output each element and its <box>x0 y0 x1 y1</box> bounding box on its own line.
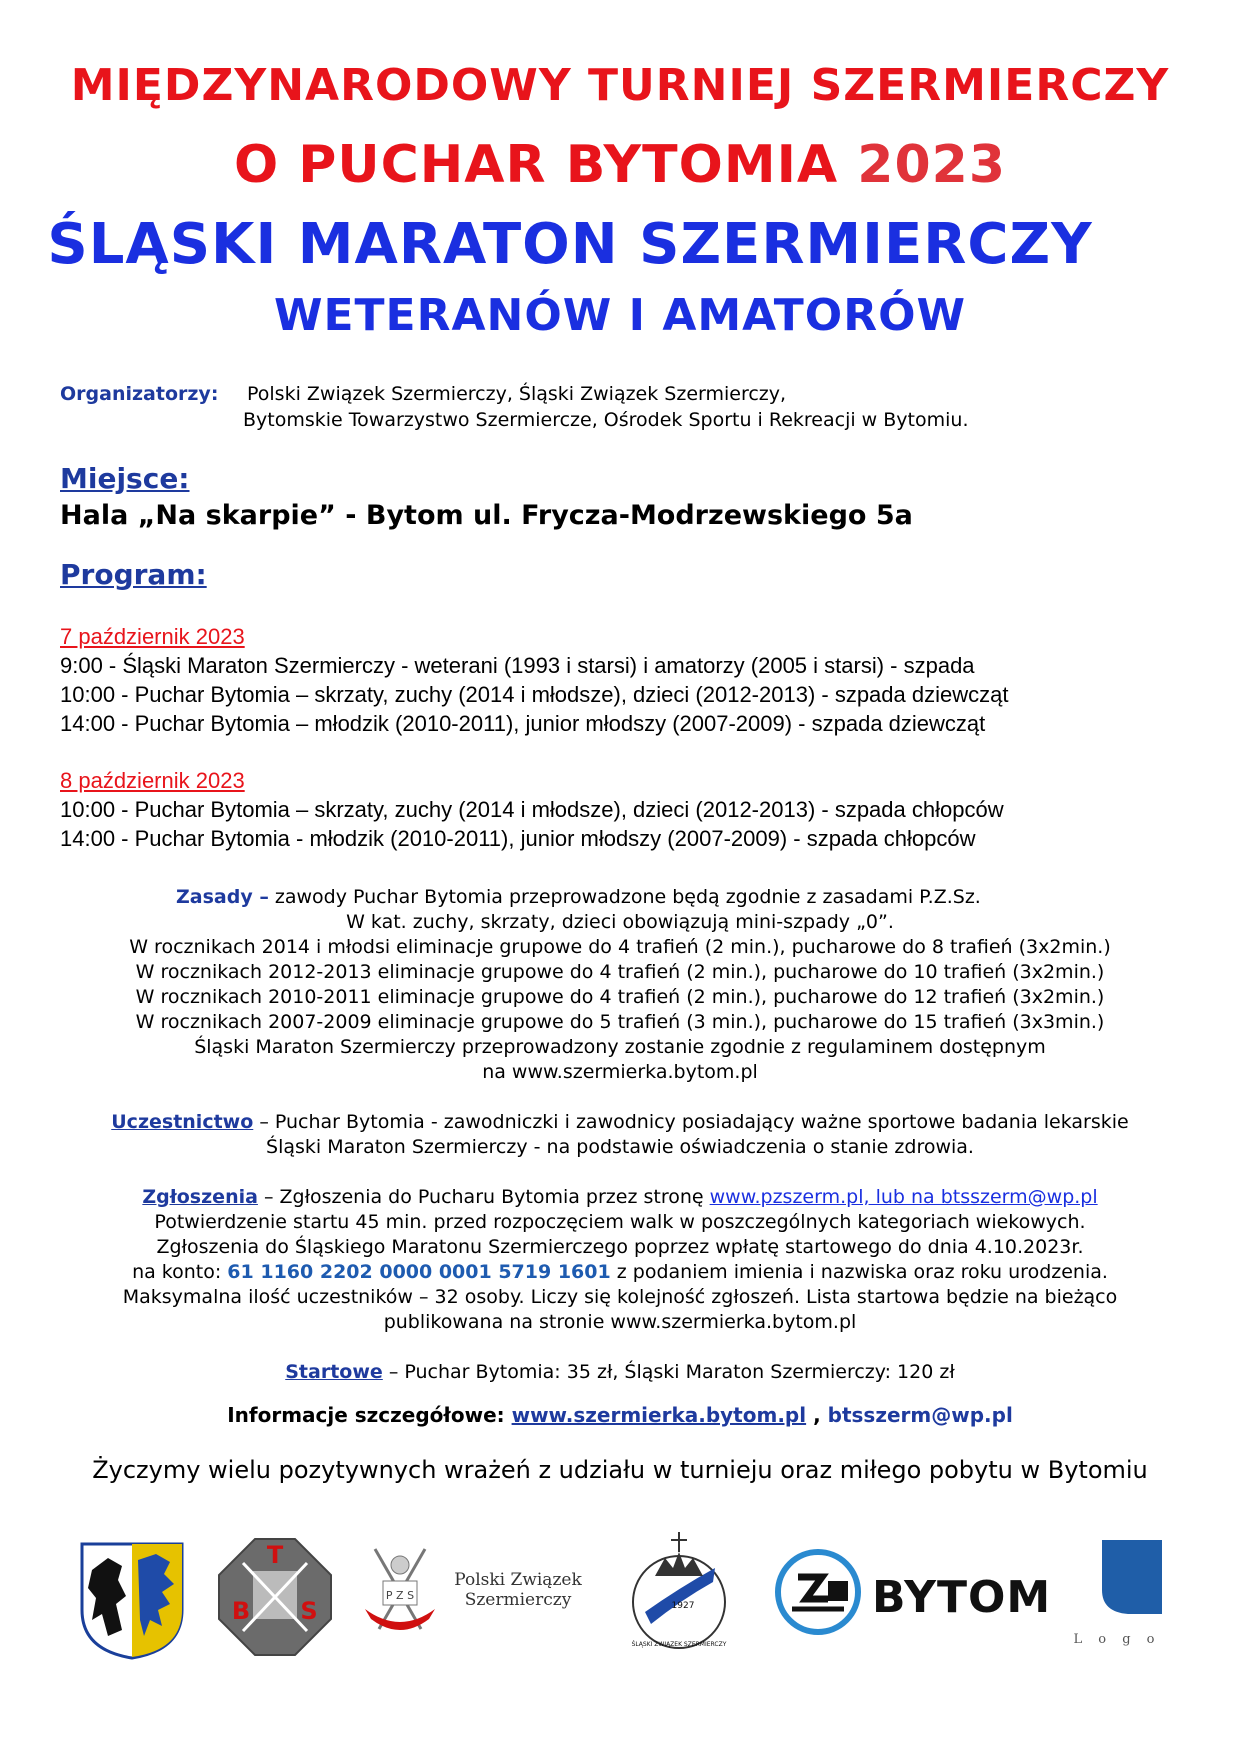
bank-account-number: 61 1160 2202 0000 0001 5719 1601 <box>227 1261 611 1283</box>
closing-wishes: Życzymy wielu pozytywnych wrażeń z udziału w turnieju oraz miłego pobytu w Bytomiu <box>92 1456 1148 1484</box>
info-label: Informacje szczegółowe: <box>227 1403 512 1427</box>
rules-label: Zasady – <box>176 886 269 908</box>
title-year: 2023 <box>857 135 1007 195</box>
program-heading-text: Program <box>60 558 196 591</box>
pzs-text-line-1: Polski Związek <box>454 1570 582 1590</box>
title-line-2-text: O PUCHAR BYTOMIA <box>233 135 839 195</box>
registration-line-3: Zgłoszenia do Śląskiego Maratonu Szermierczego poprzez wpłatę startowego do dnia 4.10.2023r. <box>156 1236 1084 1258</box>
bts-letter-s: S <box>300 1597 318 1625</box>
registration-text: – Zgłoszenia do Pucharu Bytomia przez stronę <box>257 1186 710 1208</box>
participation-text: – Puchar Bytomia - zawodniczki i zawodnicy posiadający ważne sportowe badania lekarskie <box>253 1111 1129 1133</box>
info-separator: , <box>806 1403 828 1427</box>
program-heading-colon: : <box>195 558 207 591</box>
organizers-label: Organizatorzy: <box>60 383 219 405</box>
participation-line-1 <box>0 1110 1240 1135</box>
participation-line-2: Śląski Maraton Szermierczy - na podstawie oświadczenia o stanie zdrowia. <box>266 1136 974 1158</box>
venue-address: Hala „Na skarpie” - Bytom ul. Frycza-Modrzewskiego 5a <box>60 500 913 531</box>
program-date-2: 8 październik 2023 <box>60 768 245 793</box>
rules-line: na www.szermierka.bytom.pl <box>482 1061 758 1083</box>
program-event: 10:00 - Puchar Bytomia – skrzaty, zuchy (2014 i młodsze), dzieci (2012-2013) - szpada chłopców <box>60 797 1004 822</box>
program-event: 9:00 - Śląski Maraton Szermierczy - weterani (1993 i starsi) i amatorzy (2005 i starsi) - szpada <box>60 653 975 678</box>
rules-line: W kat. zuchy, skrzaty, dzieci obowiązują mini-szpady „0”. <box>346 911 894 933</box>
fees-line <box>0 1360 1240 1385</box>
rules-line: Śląski Maraton Szermierczy przeprowadzony zostanie zgodnie z regulaminem dostępnym <box>194 1036 1046 1058</box>
logo-caption: L o g o <box>1073 1632 1161 1647</box>
title-line-1: MIĘDZYNARODOWY TURNIEJ SZERMIERCZY <box>70 60 1170 111</box>
account-suffix: z podaniem imienia i nazwiska oraz roku urodzenia. <box>610 1261 1108 1283</box>
bytom-coat-of-arms-logo <box>78 1540 186 1664</box>
pzs-badge-letters: P Z S <box>385 1589 415 1602</box>
registration-line-4 <box>0 1260 1240 1285</box>
pzs-logo-text <box>448 1570 588 1610</box>
registration-line-6: publikowana na stronie www.szermierka.bytom.pl <box>383 1311 857 1333</box>
registration-line-2: Potwierdzenie startu 45 min. przed rozpoczęciem walk w poszczególnych kategoriach wiekowych. <box>154 1211 1086 1233</box>
osir-bytom-text: BYTOM <box>872 1572 1052 1623</box>
program-heading <box>60 558 207 591</box>
rules-line-1 <box>176 885 981 910</box>
rules-line: W rocznikach 2010-2011 eliminacje grupowe do 4 trafień (2 min.), pucharowe do 12 trafień (3x2min.) <box>135 986 1105 1008</box>
logo-placeholder-icon <box>1072 1540 1162 1634</box>
rules-text: zawody Puchar Bytomia przeprowadzone będą zgodnie z zasadami P.Z.Sz. <box>274 886 981 908</box>
bts-logo <box>215 1535 335 1664</box>
registration-line-5: Maksymalna ilość uczestników – 32 osoby. Liczy się kolejność zgłoszeń. Lista startowa będzie na bieżąco <box>122 1286 1118 1308</box>
organizers-line-2: Bytomskie Towarzystwo Szermiercze, Ośrodek Sportu i Rekreacji w Bytomiu. <box>243 409 969 431</box>
szs-ring-text: ŚLĄSKI ZWIĄZEK SZERMIERCZY <box>631 1641 727 1648</box>
registration-line-1 <box>0 1185 1240 1210</box>
rules-line: W rocznikach 2012-2013 eliminacje grupowe do 4 trafień (2 min.), pucharowe do 10 trafień (3x2min.) <box>135 961 1105 983</box>
bts-letter-t: T <box>266 1541 284 1569</box>
title-line-3: ŚLĄSKI MARATON SZERMIERCZY <box>47 212 1093 277</box>
pzs-text-line-2: Szermierczy <box>464 1590 572 1610</box>
osir-bytom-logo <box>770 1547 870 1641</box>
organizers-line-1: Polski Związek Szermierczy, Śląski Związek Szermierczy, <box>247 383 787 405</box>
program-date-1: 7 październik 2023 <box>60 624 245 649</box>
program-event: 14:00 - Puchar Bytomia – młodzik (2010-2011), junior młodszy (2007-2009) - szpada dziewcząt <box>60 711 986 736</box>
rules-line: W rocznikach 2007-2009 eliminacje grupowe do 5 trafień (3 min.), pucharowe do 15 trafień (3x3min.) <box>135 1011 1105 1033</box>
info-line <box>0 1403 1240 1427</box>
registration-label: Zgłoszenia <box>142 1186 258 1208</box>
participation-label: Uczestnictwo <box>111 1111 254 1133</box>
szs-logo <box>625 1528 733 1660</box>
fees-label: Startowe <box>285 1361 383 1383</box>
bts-letter-b: B <box>231 1597 251 1625</box>
venue-heading: Miejsce: <box>60 462 190 495</box>
pzs-logo <box>355 1545 445 1649</box>
szs-year: 1927 <box>671 1601 695 1611</box>
rules-line: W rocznikach 2014 i młodsi eliminacje grupowe do 4 trafień (2 min.), pucharowe do 8 trafień (3x2min.) <box>129 936 1111 958</box>
fees-text: – Puchar Bytomia: 35 zł, Śląski Maraton Szermierczy: 120 zł <box>382 1361 955 1383</box>
info-email-link[interactable]: btsszerm@wp.pl <box>827 1403 1013 1427</box>
title-line-4: WETERANÓW I AMATORÓW <box>273 290 967 341</box>
registration-link[interactable]: www.pzszerm.pl, lub na btsszerm@wp.pl <box>709 1186 1098 1208</box>
program-event: 14:00 - Puchar Bytomia - młodzik (2010-2011), junior młodszy (2007-2009) - szpada chłopców <box>60 826 976 851</box>
info-website-link[interactable]: www.szermierka.bytom.pl <box>511 1403 807 1427</box>
account-prefix: na konto: <box>132 1261 228 1283</box>
program-event: 10:00 - Puchar Bytomia – skrzaty, zuchy (2014 i młodsze), dzieci (2012-2013) - szpada dziewcząt <box>60 682 1009 707</box>
title-line-2 <box>0 135 1240 195</box>
